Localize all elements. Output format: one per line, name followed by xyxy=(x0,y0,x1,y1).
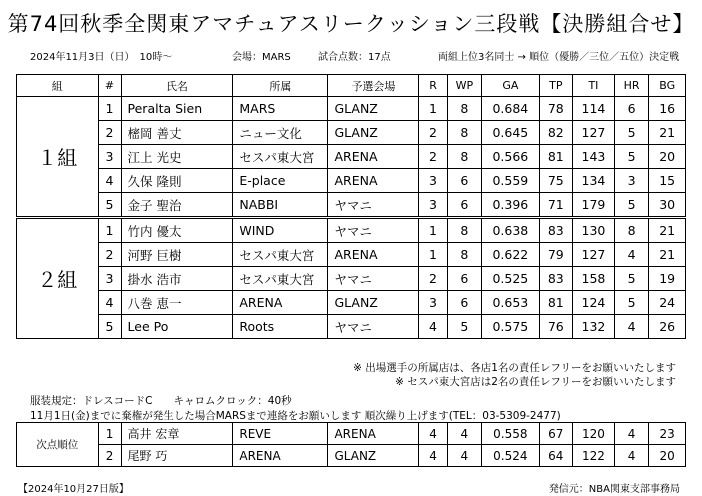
row-number: 5 xyxy=(98,315,121,339)
row-number: 2 xyxy=(98,121,121,145)
win-points: 8 xyxy=(447,121,481,145)
qualifying-venue: ヤマニ xyxy=(328,193,419,218)
group-label: 次点順位 xyxy=(17,423,99,467)
total-innings: 127 xyxy=(573,243,615,267)
page-title: 第74回秋季全関東アマチュアスリークッション三段戦【決勝組合せ】 xyxy=(7,12,695,36)
win-points: 8 xyxy=(447,218,481,243)
win-points: 6 xyxy=(447,169,481,193)
row-number: 2 xyxy=(98,445,121,467)
best-game: 16 xyxy=(649,97,686,121)
affiliation: WIND xyxy=(233,218,328,243)
general-average: 0.396 xyxy=(482,193,539,218)
total-innings: 122 xyxy=(573,445,615,467)
general-average: 0.684 xyxy=(482,97,539,121)
win-points: 6 xyxy=(447,291,481,315)
total-points: 83 xyxy=(539,267,572,291)
table-row xyxy=(17,423,686,445)
total-points: 67 xyxy=(539,423,572,445)
row-number: 4 xyxy=(98,291,121,315)
general-average: 0.575 xyxy=(482,315,539,339)
rank: 1 xyxy=(419,243,447,267)
affiliation: E-place xyxy=(233,169,328,193)
best-game: 21 xyxy=(649,218,686,243)
general-average: 0.558 xyxy=(482,423,539,445)
issuer: 発信元：NBA関東支部事務局 xyxy=(548,484,680,495)
high-run: 6 xyxy=(614,97,648,121)
total-innings: 130 xyxy=(573,218,615,243)
column-header: TI xyxy=(573,75,615,97)
table-row xyxy=(17,169,686,193)
general-average: 0.566 xyxy=(482,145,539,169)
column-header: 組 xyxy=(17,75,99,97)
header-row xyxy=(17,75,686,97)
affiliation: MARS xyxy=(233,97,328,121)
event-date: 2024年11月3日（日） 10時〜 xyxy=(30,52,173,63)
qualifying-venue: ヤマニ xyxy=(328,315,419,339)
high-run: 4 xyxy=(614,243,648,267)
general-average: 0.525 xyxy=(482,267,539,291)
row-number: 2 xyxy=(98,243,121,267)
column-header: R xyxy=(419,75,447,97)
total-points: 79 xyxy=(539,243,572,267)
affiliation: REVE xyxy=(233,423,328,445)
qualifying-venue: ARENA xyxy=(328,243,419,267)
row-number: 1 xyxy=(98,97,121,121)
dress-code: 服装規定：ドレスコードC キャロムクロック：40秒 xyxy=(30,395,292,407)
best-game: 23 xyxy=(649,423,686,445)
player-name: 八巻 恵一 xyxy=(121,291,233,315)
qualifying-venue: GLANZ xyxy=(328,97,419,121)
total-innings: 134 xyxy=(573,169,615,193)
best-game: 21 xyxy=(649,243,686,267)
affiliation: セスパ東大宮 xyxy=(233,243,328,267)
column-header: 予選会場 xyxy=(328,75,419,97)
rank: 2 xyxy=(419,121,447,145)
affiliation: セスパ東大宮 xyxy=(233,145,328,169)
win-points: 8 xyxy=(447,97,481,121)
affiliation: NABBI xyxy=(233,193,328,218)
general-average: 0.559 xyxy=(482,169,539,193)
total-points: 71 xyxy=(539,193,572,218)
best-game: 21 xyxy=(649,121,686,145)
general-average: 0.645 xyxy=(482,121,539,145)
player-name: 樒岡 善丈 xyxy=(121,121,233,145)
win-points: 5 xyxy=(447,315,481,339)
high-run: 5 xyxy=(614,121,648,145)
high-run: 4 xyxy=(614,445,648,467)
high-run: 5 xyxy=(614,193,648,218)
general-average: 0.524 xyxy=(482,445,539,467)
table-row xyxy=(17,445,686,467)
table-row xyxy=(17,145,686,169)
total-innings: 143 xyxy=(573,145,615,169)
high-run: 4 xyxy=(614,315,648,339)
affiliation: ニュー文化 xyxy=(233,121,328,145)
best-game: 26 xyxy=(649,315,686,339)
total-points: 64 xyxy=(539,445,572,467)
best-game: 24 xyxy=(649,291,686,315)
rank: 4 xyxy=(419,423,447,445)
qualifying-venue: GLANZ xyxy=(328,445,419,467)
total-points: 78 xyxy=(539,97,572,121)
player-name: 河野 巨樹 xyxy=(121,243,233,267)
affiliation: Roots xyxy=(233,315,328,339)
qualifying-venue: ARENA xyxy=(328,423,419,445)
player-name: Peralta Sien xyxy=(121,97,233,121)
row-number: 5 xyxy=(98,193,121,218)
best-game: 19 xyxy=(649,267,686,291)
column-header: HR xyxy=(614,75,648,97)
high-run: 5 xyxy=(614,145,648,169)
row-number: 3 xyxy=(98,145,121,169)
player-name: 金子 聖治 xyxy=(121,193,233,218)
total-points: 81 xyxy=(539,291,572,315)
row-number: 1 xyxy=(98,423,121,445)
table-row xyxy=(17,291,686,315)
column-header: BG xyxy=(649,75,686,97)
rank: 4 xyxy=(419,445,447,467)
affiliation: セスパ東大宮 xyxy=(233,267,328,291)
table-row xyxy=(17,218,686,243)
table-row xyxy=(17,267,686,291)
high-run: 5 xyxy=(614,267,648,291)
group-label: ２組 xyxy=(17,218,99,339)
win-points: 4 xyxy=(447,423,481,445)
total-points: 75 xyxy=(539,169,572,193)
referee-note-1: ※ 出場選手の所属店は、各店1名の責任レフリーをお願いいたします xyxy=(353,362,676,374)
column-header: GA xyxy=(482,75,539,97)
rank: 4 xyxy=(419,315,447,339)
referee-note-2: ※ セスパ東大宮店は2名の責任レフリーをお願いいたします xyxy=(395,376,676,388)
version-date: 【2024年10月27日版】 xyxy=(18,484,129,495)
high-run: 4 xyxy=(614,423,648,445)
row-number: 3 xyxy=(98,267,121,291)
qualifying-venue: GLANZ xyxy=(328,291,419,315)
table-row xyxy=(17,243,686,267)
player-name: 尾野 巧 xyxy=(121,445,233,467)
row-number: 4 xyxy=(98,169,121,193)
column-header: 所属 xyxy=(233,75,328,97)
finals-table xyxy=(16,74,686,339)
win-points: 8 xyxy=(447,243,481,267)
rank: 1 xyxy=(419,97,447,121)
finals-rule: 両組上位3名同士 → 順位（優勝／三位／五位）決定戦 xyxy=(438,52,680,63)
group-label: １組 xyxy=(17,97,99,218)
high-run: 3 xyxy=(614,169,648,193)
qualifying-venue: ARENA xyxy=(328,169,419,193)
win-points: 4 xyxy=(447,445,481,467)
win-points: 6 xyxy=(447,267,481,291)
rank: 2 xyxy=(419,145,447,169)
best-game: 20 xyxy=(649,445,686,467)
total-innings: 158 xyxy=(573,267,615,291)
event-venue: 会場：MARS xyxy=(232,52,291,63)
rank: 3 xyxy=(419,169,447,193)
qualifying-venue: ヤマニ xyxy=(328,218,419,243)
player-name: 久保 隆則 xyxy=(121,169,233,193)
total-innings: 124 xyxy=(573,291,615,315)
table-row xyxy=(17,97,686,121)
general-average: 0.653 xyxy=(482,291,539,315)
withdrawal-contact: 11月1日(金)までに棄権が発生した場合MARSまで連絡をお願いします 順次繰り上げます(TEL：03-5309-2477) xyxy=(30,410,561,422)
table-row xyxy=(17,121,686,145)
column-header: # xyxy=(98,75,121,97)
total-innings: 127 xyxy=(573,121,615,145)
high-run: 8 xyxy=(614,218,648,243)
general-average: 0.638 xyxy=(482,218,539,243)
player-name: Lee Po xyxy=(121,315,233,339)
total-innings: 132 xyxy=(573,315,615,339)
table-row xyxy=(17,193,686,218)
best-game: 20 xyxy=(649,145,686,169)
total-innings: 179 xyxy=(573,193,615,218)
qualifying-venue: ヤマニ xyxy=(328,267,419,291)
match-points: 試合点数：17点 xyxy=(318,52,391,63)
qualifying-venue: GLANZ xyxy=(328,121,419,145)
player-name: 掛水 浩市 xyxy=(121,267,233,291)
rank: 3 xyxy=(419,193,447,218)
total-points: 82 xyxy=(539,121,572,145)
row-number: 1 xyxy=(98,218,121,243)
win-points: 6 xyxy=(447,193,481,218)
rank: 1 xyxy=(419,218,447,243)
column-header: TP xyxy=(539,75,572,97)
affiliation: ARENA xyxy=(233,291,328,315)
total-points: 83 xyxy=(539,218,572,243)
column-header: 氏名 xyxy=(121,75,233,97)
player-name: 高井 宏章 xyxy=(121,423,233,445)
best-game: 15 xyxy=(649,169,686,193)
total-innings: 114 xyxy=(573,97,615,121)
rank: 2 xyxy=(419,267,447,291)
total-points: 81 xyxy=(539,145,572,169)
alternates-table xyxy=(16,422,686,467)
qualifying-venue: ARENA xyxy=(328,145,419,169)
general-average: 0.622 xyxy=(482,243,539,267)
table-row xyxy=(17,315,686,339)
high-run: 5 xyxy=(614,291,648,315)
total-points: 76 xyxy=(539,315,572,339)
best-game: 30 xyxy=(649,193,686,218)
affiliation: ARENA xyxy=(233,445,328,467)
column-header: WP xyxy=(447,75,481,97)
player-name: 竹内 優太 xyxy=(121,218,233,243)
total-innings: 120 xyxy=(573,423,615,445)
rank: 3 xyxy=(419,291,447,315)
win-points: 8 xyxy=(447,145,481,169)
player-name: 江上 光史 xyxy=(121,145,233,169)
